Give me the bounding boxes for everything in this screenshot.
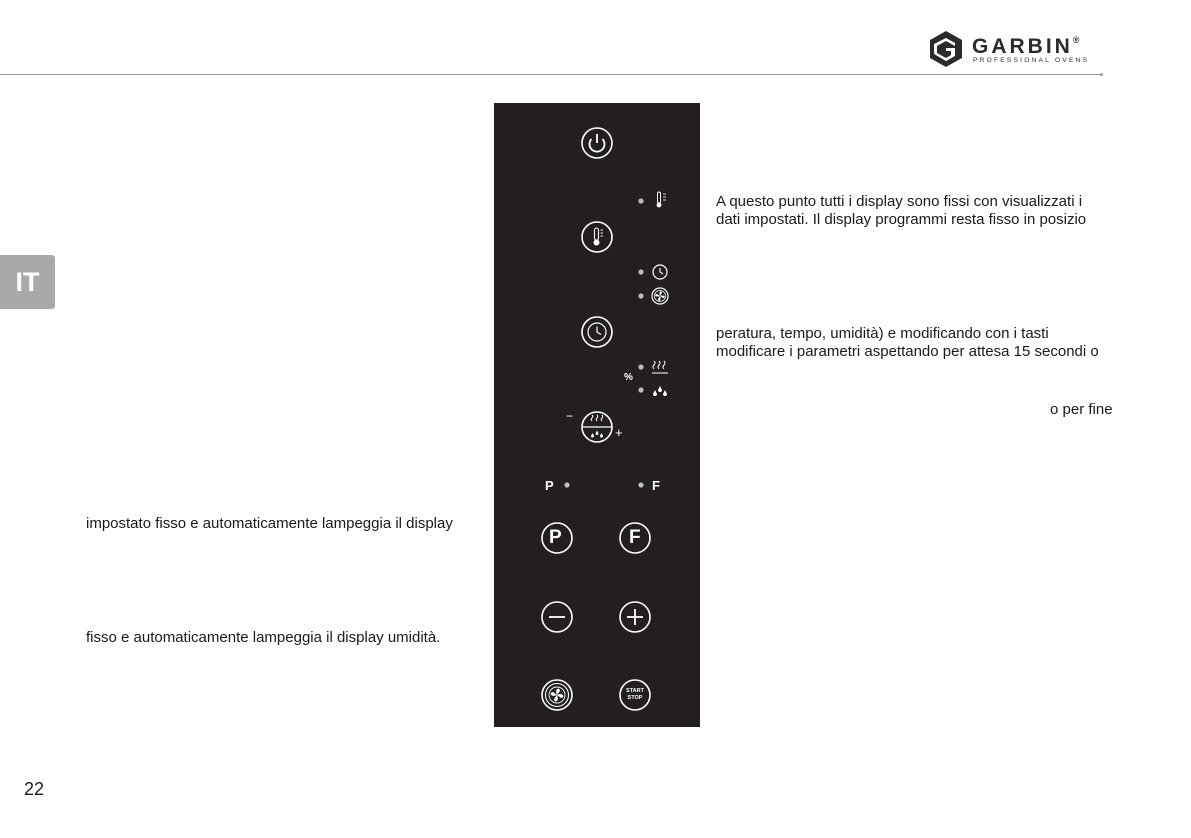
program-indicator-led bbox=[564, 482, 569, 487]
left-text-line-2: fisso e automaticamente lampeggia il display umidità. bbox=[86, 629, 441, 646]
humidity-drops-indicator-icon bbox=[653, 386, 667, 396]
fan-indicator-icon bbox=[652, 288, 668, 304]
humidity-minus-label: − bbox=[566, 409, 574, 423]
right-text-line-4: modificare i parametri aspettando per attesa 15 secondi o bbox=[716, 343, 1099, 360]
timer-button[interactable] bbox=[582, 317, 612, 347]
left-text-line-1: impostato fisso e automaticamente lampeggia il display bbox=[86, 515, 453, 532]
fan-button[interactable] bbox=[542, 680, 572, 710]
right-text-line-2: dati impostati. Il display programmi resta fisso in posizio bbox=[716, 211, 1087, 228]
clock-indicator-led bbox=[638, 269, 643, 274]
program-button-label: P bbox=[549, 527, 562, 548]
start-label: START bbox=[626, 688, 644, 694]
steam-indicator-led bbox=[638, 364, 643, 369]
right-text-line-5: o per fine bbox=[1050, 401, 1113, 418]
function-indicator-led bbox=[638, 482, 643, 487]
fan-indicator-led bbox=[638, 293, 643, 298]
steam-indicator-icon bbox=[652, 361, 668, 373]
drops-indicator-led bbox=[638, 387, 643, 392]
program-indicator-label: P bbox=[545, 478, 554, 493]
oven-control-panel bbox=[494, 103, 700, 727]
power-button[interactable] bbox=[582, 128, 612, 158]
function-indicator-label: F bbox=[652, 478, 660, 493]
function-button-label: F bbox=[629, 527, 641, 548]
brand-tagline: PROFESSIONAL OVENS bbox=[973, 57, 1090, 64]
header-divider-dot bbox=[1100, 73, 1103, 76]
garbin-logo-mark-icon bbox=[928, 30, 964, 68]
humidity-button[interactable] bbox=[582, 412, 612, 442]
registered-mark: ® bbox=[1072, 35, 1080, 45]
minus-button[interactable] bbox=[542, 602, 572, 632]
right-text-line-1: A questo punto tutti i display sono fissi con visualizzati i bbox=[716, 193, 1083, 210]
temperature-button[interactable] bbox=[582, 222, 612, 252]
temperature-indicator-led bbox=[638, 198, 643, 203]
page-number: 22 bbox=[24, 779, 45, 799]
humidity-plus-label: + bbox=[615, 425, 623, 440]
stop-label: STOP bbox=[627, 695, 643, 701]
control-panel-graphic bbox=[494, 103, 700, 727]
right-text-line-3: peratura, tempo, umidità) e modificando con i tasti bbox=[716, 325, 1049, 342]
header-divider bbox=[0, 74, 1103, 75]
humidity-percent-label: % bbox=[624, 372, 633, 383]
language-tab: IT bbox=[0, 255, 55, 309]
brand-name: GARBIN bbox=[972, 35, 1073, 58]
garbin-logo bbox=[928, 30, 1108, 70]
thermometer-indicator-icon bbox=[657, 192, 666, 207]
clock-indicator-icon bbox=[653, 265, 667, 279]
plus-button[interactable] bbox=[620, 602, 650, 632]
